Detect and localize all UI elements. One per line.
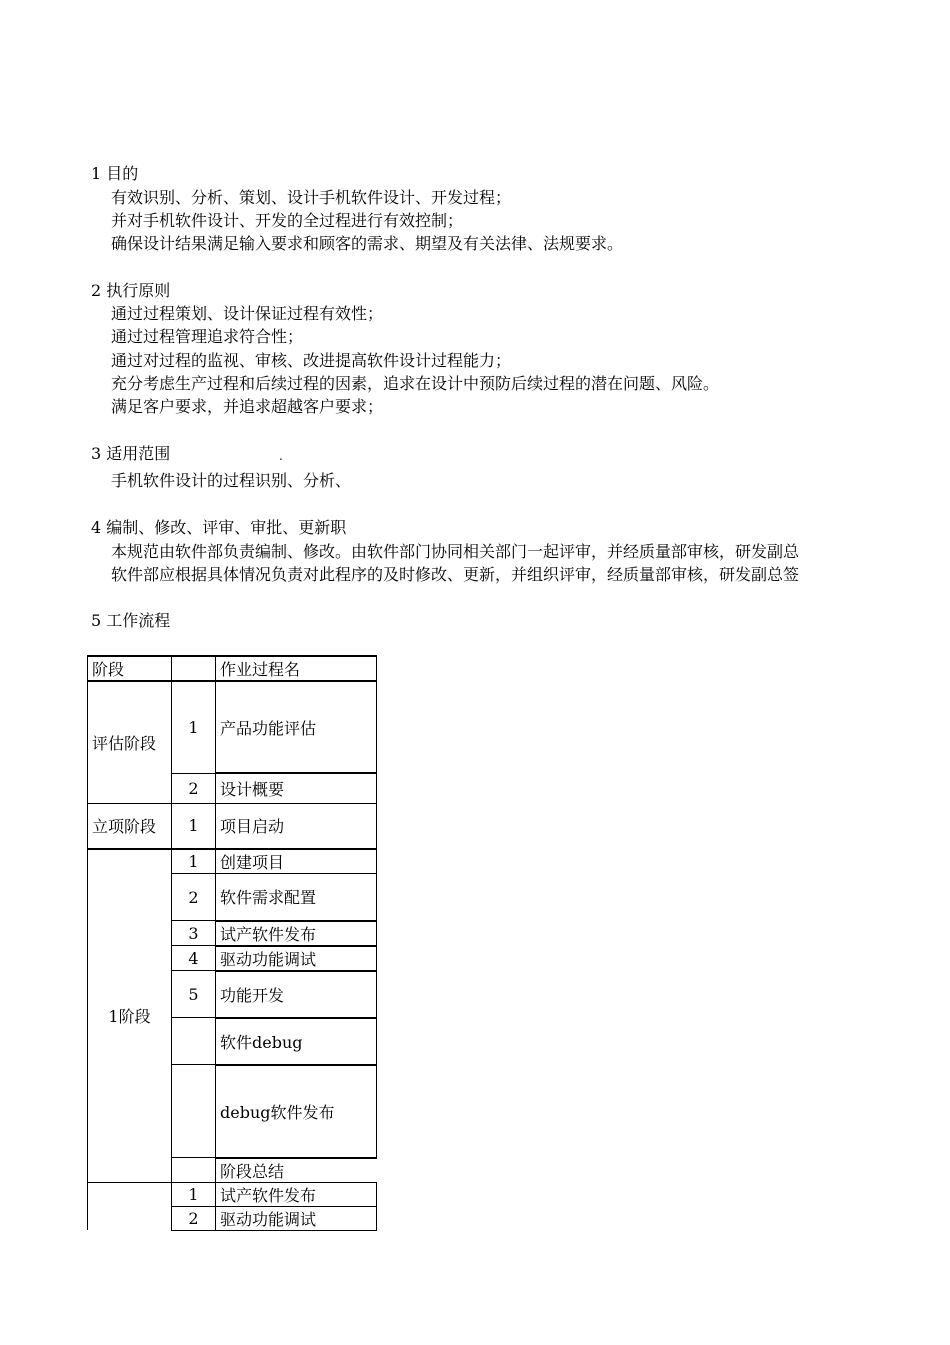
process-name: 软件debug xyxy=(216,1018,377,1065)
process-name: 设计概要 xyxy=(216,773,377,803)
process-name: 创建项目 xyxy=(216,849,377,874)
row-number: 2 xyxy=(172,773,216,803)
section-5-heading: 5 工作流程 xyxy=(91,611,171,630)
process-name: 驱动功能调试 xyxy=(216,1206,377,1230)
workflow-table xyxy=(87,655,377,1231)
header-number xyxy=(172,656,216,681)
process-name: debug软件发布 xyxy=(216,1065,377,1158)
section-1-line-2: 并对手机软件设计、开发的全过程进行有效控制； xyxy=(111,211,464,230)
row-number xyxy=(172,1018,216,1065)
header-stage: 阶段 xyxy=(88,656,172,681)
process-name: 产品功能评估 xyxy=(216,681,377,773)
section-2-line-1: 通过过程策划、设计保证过程有效性； xyxy=(111,304,384,323)
process-name: 阶段总结 xyxy=(216,1158,377,1183)
stage-cell: 评估阶段 xyxy=(88,681,172,803)
row-number: 1 xyxy=(172,803,216,849)
row-number: 1 xyxy=(172,681,216,773)
section-2-line-5: 满足客户要求，并追求超越客户要求； xyxy=(111,397,384,416)
section-3-line-1: 手机软件设计的过程识别、分析、 xyxy=(111,471,352,490)
process-name: 软件需求配置 xyxy=(216,874,377,921)
section-4-line-1: 本规范由软件部负责编制、修改。由软件部门协同相关部门一起评审，并经质量部审核，研发副总 xyxy=(111,542,800,561)
table-row xyxy=(88,803,377,849)
section-4-heading: 4 编制、修改、评审、审批、更新职 xyxy=(91,518,347,537)
row-number xyxy=(172,1065,216,1158)
section-3-heading: 3 适用范围 xyxy=(91,444,171,463)
stage-cell: 立项阶段 xyxy=(88,803,172,849)
row-number: 1 xyxy=(172,1182,216,1206)
stage-cell xyxy=(88,1182,172,1230)
section-4-line-2: 软件部应根据具体情况负责对此程序的及时修改、更新，并组织评审，经质量部审核，研发副总签 xyxy=(111,565,800,584)
row-number: 1 xyxy=(172,849,216,874)
section-2-line-3: 通过对过程的监视、审核、改进提高软件设计过程能力； xyxy=(111,351,512,370)
process-name: 试产软件发布 xyxy=(216,1182,377,1206)
row-number: 4 xyxy=(172,946,216,971)
section-2-line-2: 通过过程管理追求符合性； xyxy=(111,327,304,346)
section-1-line-1: 有效识别、分析、策划、设计手机软件设计、开发过程； xyxy=(111,188,512,207)
section-1-heading: 1 目的 xyxy=(91,164,139,183)
table-header-row xyxy=(88,656,377,681)
row-number: 5 xyxy=(172,971,216,1018)
row-number: 2 xyxy=(172,874,216,921)
row-number: 3 xyxy=(172,921,216,946)
process-name: 项目启动 xyxy=(216,803,377,849)
section-2-heading: 2 执行原则 xyxy=(91,281,171,300)
section-1-line-3: 确保设计结果满足输入要求和顾客的需求、期望及有关法律、法规要求。 xyxy=(111,234,624,253)
process-name: 驱动功能调试 xyxy=(216,946,377,971)
row-number xyxy=(172,1158,216,1183)
table-row xyxy=(88,1182,377,1206)
table-row xyxy=(88,681,377,773)
table-row xyxy=(88,849,377,874)
stage-cell: 1阶段 xyxy=(88,849,172,1182)
process-name: 试产软件发布 xyxy=(216,921,377,946)
row-number: 2 xyxy=(172,1206,216,1230)
process-name: 功能开发 xyxy=(216,971,377,1018)
header-process-name: 作业过程名 xyxy=(216,656,377,681)
section-2-line-4: 充分考虑生产过程和后续过程的因素，追求在设计中预防后续过程的潜在问题、风险。 xyxy=(111,374,720,393)
stray-mark: . xyxy=(279,449,283,463)
